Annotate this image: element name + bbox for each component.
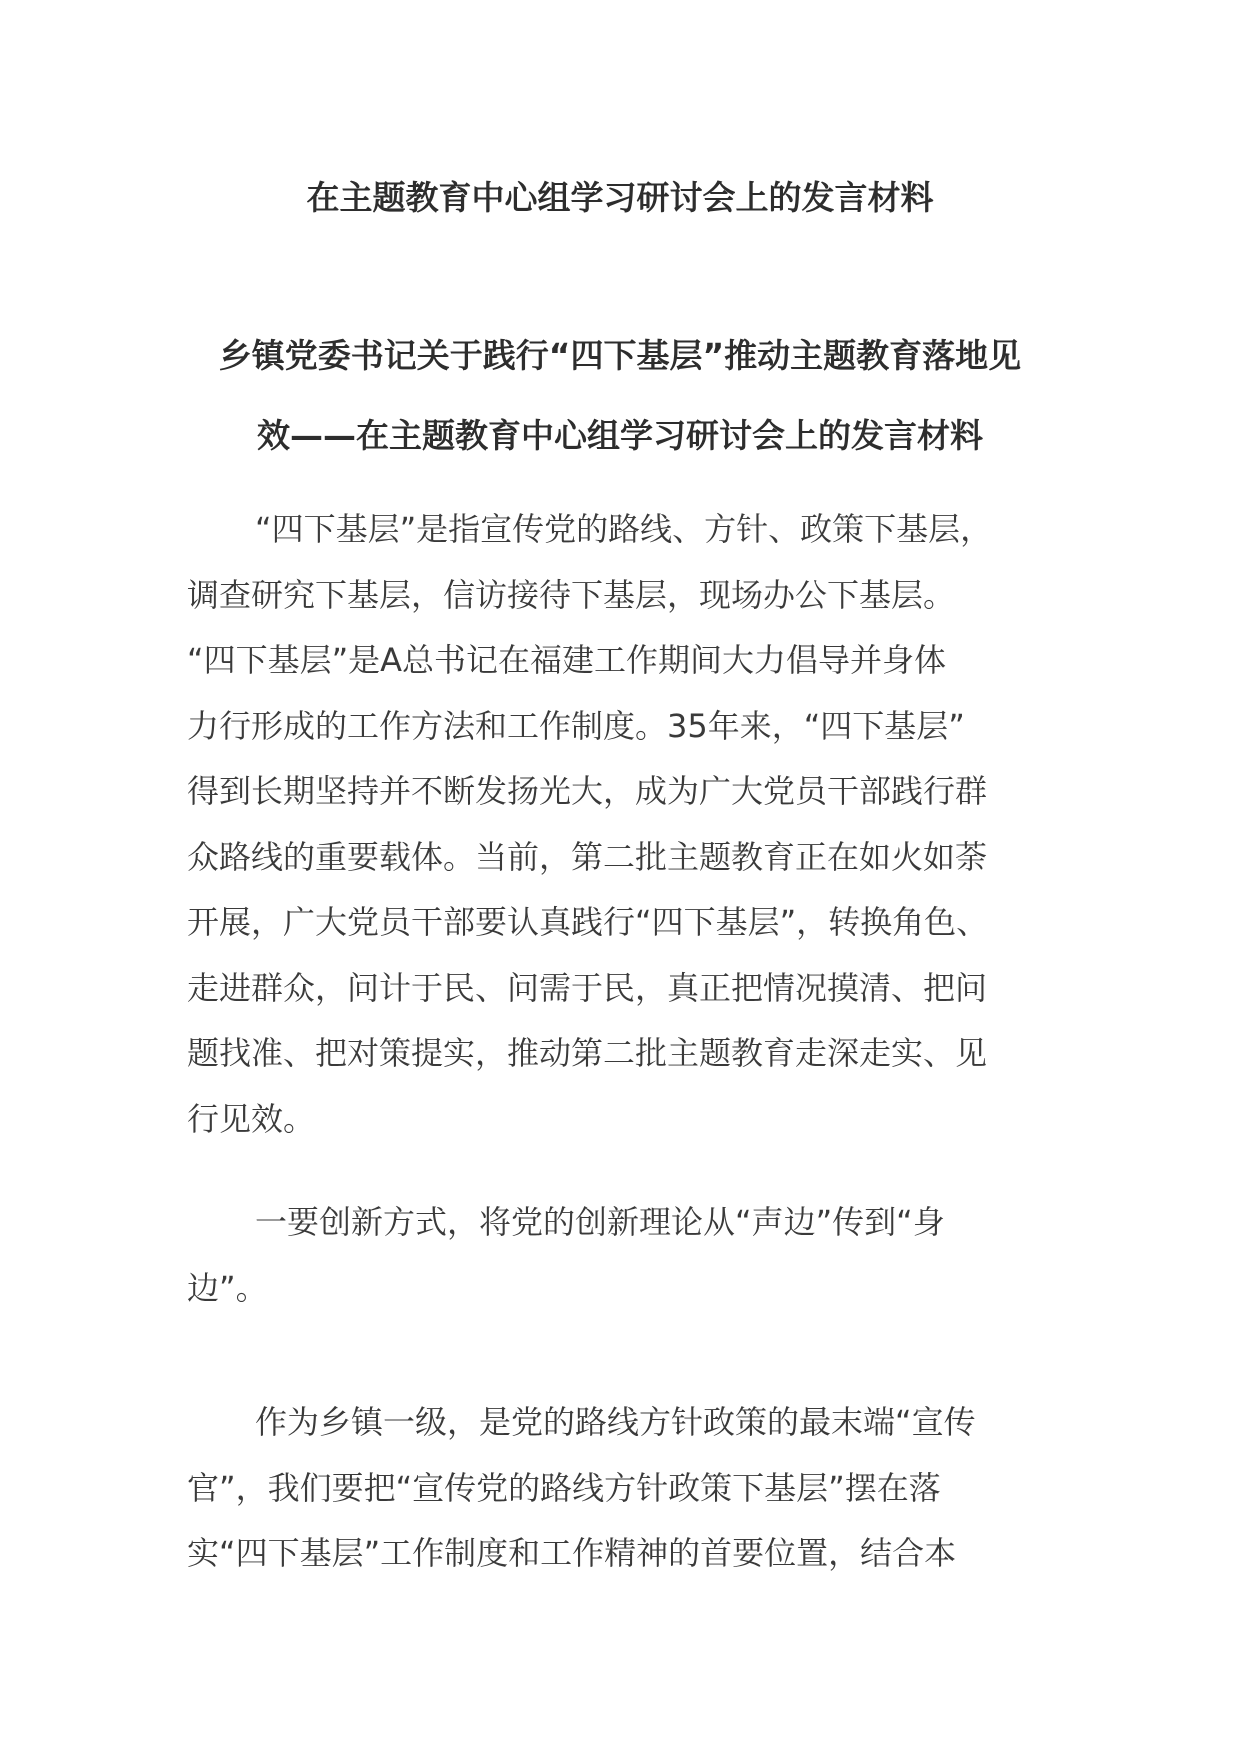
paragraph-line: 走进群众，问计于民、问需于民，真正把情况摸清、把问 [187, 968, 988, 1007]
paragraph-line: 众路线的重要载体。当前，第二批主题教育正在如火如荼 [187, 837, 988, 876]
paragraph-line: “四下基层”是指宣传党的路线、方针、政策下基层， [255, 510, 993, 548]
paragraph-point-one [187, 1190, 1047, 1321]
paragraph-line: 作为乡镇一级，是党的路线方针政策的最末端“宣传 [255, 1403, 976, 1441]
paragraph-line: “四下基层”是A总书记在福建工作期间大力倡导并身体 [187, 641, 947, 679]
paragraph-line: 开展，广大党员干部要认真践行“四下基层”，转换角色、 [187, 903, 989, 941]
paragraph-line: 行见效。 [187, 1099, 316, 1138]
paragraph-township-role [187, 1390, 1047, 1587]
paragraph-line: 边”。 [187, 1268, 268, 1307]
subtitle-line: 效——在主题教育中心组学习研讨会上的发言材料 [257, 416, 983, 455]
paragraph-line: 一要创新方式，将党的创新理论从“声边”传到“身 [255, 1203, 945, 1241]
document-title: 在主题教育中心组学习研讨会上的发言材料 [306, 178, 934, 217]
paragraph-line: 实“四下基层”工作制度和工作精神的首要位置，结合本 [187, 1534, 957, 1572]
paragraph-line: 官”，我们要把“宣传党的路线方针政策下基层”摆在落 [187, 1468, 941, 1507]
paragraph-line: 调查研究下基层，信访接待下基层，现场办公下基层。 [187, 575, 956, 614]
document-subtitle [180, 316, 1060, 476]
paragraph-intro [187, 497, 1047, 1152]
paragraph-line: 得到长期坚持并不断发扬光大，成为广大党员干部践行群 [187, 772, 988, 810]
subtitle-line: 乡镇党委书记关于践行“四下基层”推动主题教育落地见 [218, 336, 1022, 375]
paragraph-line: 题找准、把对策提实，推动第二批主题教育走深走实、见 [187, 1034, 988, 1072]
paragraph-line: 力行形成的工作方法和工作制度。35年来，“四下基层” [187, 706, 965, 745]
